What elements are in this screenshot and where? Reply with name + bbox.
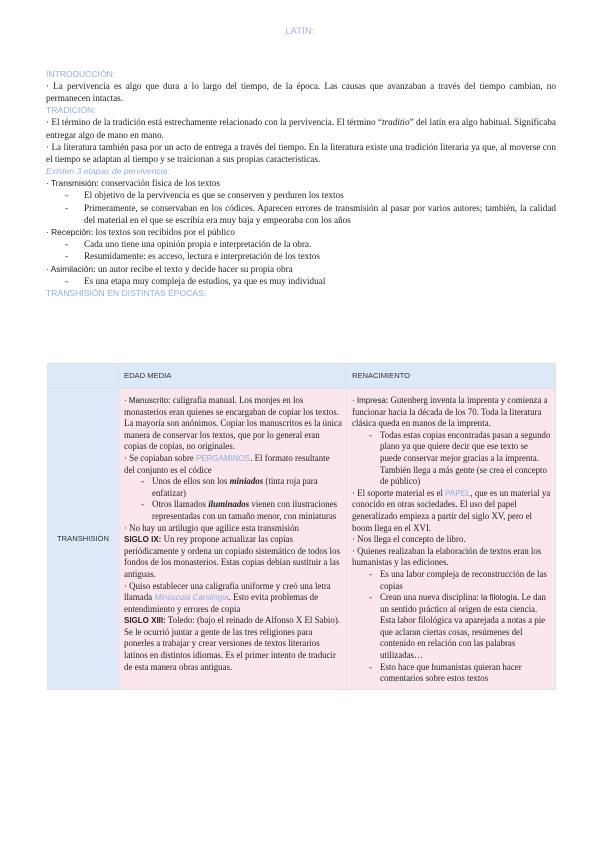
tradicion-p1-b: ” del latín era algo habitual. Significaba entregar algo de mano en mano. bbox=[46, 117, 556, 140]
siglo-xiii-label: SIGLO XIII: bbox=[124, 616, 166, 626]
list-item bbox=[46, 238, 556, 250]
impresa-body: : Gutenberg inventa la imprenta y comienza a funcionar hacia la década de los 70. Toda la literatura clásica queda en manos de la imprenta. bbox=[352, 395, 548, 429]
impresa-text bbox=[352, 395, 551, 430]
edad-media-cell bbox=[119, 389, 347, 690]
list-item-text: Es una etapa muy compleja de estudios, ya que es muy individual bbox=[84, 275, 326, 286]
item1-b: (tinta roja para enfatizar) bbox=[152, 476, 318, 498]
list-item-text bbox=[380, 592, 551, 662]
asimilacion-line bbox=[46, 263, 556, 275]
list-item bbox=[124, 476, 342, 499]
renacimiento-cell bbox=[347, 389, 556, 690]
recepcion-label: · Recepción bbox=[46, 227, 91, 238]
papel-a: · El soporte material es el bbox=[352, 487, 446, 498]
list-item-text: El objetivo de la pervivencia es que se conserven y perduren los textos bbox=[84, 190, 344, 201]
manuscrito-label: · Manuscrito bbox=[124, 396, 169, 405]
transmision-label: · Transmisión bbox=[46, 178, 97, 189]
document-body bbox=[46, 68, 556, 299]
asimilacion-text: : un autor recibe el texto y decide hacer su propia obra bbox=[93, 263, 293, 274]
pergaminos-b: . El formato resultante del conjunto es el códice bbox=[124, 452, 330, 475]
siglo-ix-text bbox=[124, 534, 342, 580]
dash-bullet: - bbox=[141, 476, 144, 487]
list-item-text bbox=[152, 476, 342, 499]
recepcion-text: : los textos son recibidos por el público bbox=[90, 227, 235, 238]
impresa-label: · Impresa bbox=[352, 396, 386, 405]
siglo-ix-label: SIGLO IX: bbox=[124, 535, 162, 545]
list-item bbox=[46, 250, 556, 262]
list-item bbox=[352, 569, 551, 592]
list-item bbox=[46, 189, 556, 201]
dash-bullet: - bbox=[64, 190, 68, 201]
pergaminos-text bbox=[124, 453, 342, 476]
dash-bullet: - bbox=[64, 251, 68, 262]
table-header-row bbox=[48, 364, 556, 389]
dash-bullet: - bbox=[369, 661, 372, 672]
row-label: TRANSHISIÓN bbox=[48, 389, 119, 690]
artilugio-text: · No hay un artilugio que agilice esta transmisión bbox=[124, 522, 299, 533]
transmision-line bbox=[46, 177, 556, 189]
papel-b: , que es un material ya conocido en otras sociedades. El uso del papel generalizado empieza a partir del siglo XV, pero el boom llega en el XVI. bbox=[352, 487, 551, 533]
list-item-text: Cada uno tiene una opinión propia e interpretación de la obra. bbox=[84, 239, 312, 250]
dash-bullet: - bbox=[369, 568, 372, 579]
list-item-text: Es una labor compleja de reconstrucción de las copias bbox=[380, 568, 547, 591]
papel-word: PAPEL bbox=[445, 488, 471, 498]
list-item bbox=[46, 275, 556, 287]
libro-text: · Nos llega el concepto de libro. bbox=[352, 534, 466, 545]
tradicion-paragraph-1 bbox=[46, 116, 556, 140]
dash-bullet: - bbox=[369, 592, 372, 603]
list-item bbox=[46, 202, 556, 226]
papel-text bbox=[352, 488, 551, 534]
tradicion-p1-a: · El término de la tradición está estrechamente relacionado con la pervivencia. El término “ bbox=[46, 117, 382, 128]
dash-bullet: - bbox=[369, 429, 372, 440]
table-row bbox=[48, 389, 556, 690]
transmision-text: : conservación física de los textos bbox=[96, 178, 221, 189]
list-item bbox=[352, 662, 551, 685]
list-item-text: Resumidamente: es acceso, lectura e interpretación de los textos bbox=[84, 251, 320, 262]
miniados-term: miniados bbox=[229, 476, 264, 487]
empty-header-cell bbox=[48, 364, 119, 389]
dash-bullet: - bbox=[64, 239, 68, 250]
filologia-term: la filología bbox=[481, 593, 518, 603]
pergaminos-word: PERGAMINOS bbox=[195, 453, 251, 463]
page-title: LATÍN: bbox=[285, 26, 315, 36]
recepcion-line bbox=[46, 226, 556, 238]
dash-bullet: - bbox=[64, 202, 68, 213]
column-header-renacimiento: RENACIMIENTO bbox=[347, 364, 556, 389]
transmision-table bbox=[47, 363, 556, 690]
iluminados-term: iluminados bbox=[208, 499, 250, 510]
tradicion-paragraph-2: · La literatura también pasa por un acto de entrega a través del tiempo. En la literatura existe una tradición literaria ya que, al moverse con el tiempo se adaptan al tiempo y se traicionan a sus propias características. bbox=[46, 141, 556, 165]
item1-a: Unos de ellos son los bbox=[152, 476, 230, 487]
caligrafia-text bbox=[124, 581, 342, 616]
intro-heading: INTRODUCCIÓN: bbox=[46, 69, 116, 79]
asimilacion-label: · Asimilación bbox=[46, 263, 94, 274]
dash-bullet: - bbox=[64, 275, 68, 286]
manuscrito-body: : caligrafía manual. Los monjes en los monasterios eran quienes se encargaban de copiar los textos. La mayoría son anónimos. Copiar los manuscritos es la única manera de conservar los textos, que por lo general eran copias de copias, no originales. bbox=[124, 395, 342, 452]
quienes-text: · Quienes realizaban la elaboración de textos eran los humanistas y las ediciones. bbox=[352, 545, 542, 568]
carolingia-term: Minúscula Carolingia bbox=[154, 593, 229, 603]
siglo-ix-body: Un rey propone actualizar las copias periódicamente y ordena un copiado sistemático de todos los fondos de los monasterios. Estas copias debían sustituir a las antiguas. bbox=[124, 534, 340, 579]
list-item bbox=[352, 592, 551, 662]
column-header-edad-media: EDAD MEDIA bbox=[119, 364, 347, 389]
list-item-text bbox=[152, 499, 342, 522]
list-item-text: Primeramente, se conservaban en los códices. Aparecen errores de transmisión al pasar por varios autores; también, la calidad del material en el que se escribía era muy baja y empeoraba con los años bbox=[84, 202, 556, 225]
traditio-term: traditio bbox=[382, 117, 410, 128]
pergaminos-a: · Se copiaban sobre bbox=[124, 452, 196, 463]
item3-b: . Le dan un sentido práctico al origen de esta ciencia. Esta labor filológica va aparejada a notas a pie que aclaran ciertas cosas, resúmenes del contenido en relación con las palabras utilizadas… bbox=[380, 592, 546, 661]
tradicion-heading: TRADICIÓN: bbox=[46, 105, 96, 116]
list-item-text: Esto hace que humanistas quieran hacer comentarios sobre estos textos bbox=[380, 661, 522, 684]
siglo-xiii-text bbox=[124, 615, 342, 673]
manuscrito-text bbox=[124, 395, 342, 453]
caligrafia-b: . Esto evita problemas de entendimiento y errores de copia bbox=[124, 592, 319, 614]
etapas-heading: Existen 3 etapas de pervivencia: bbox=[46, 166, 170, 177]
siglo-xiii-body: Toledo: (bajo el reinado de Alfonso X El Sabio). Se le ocurrió juntar a gente de las tres religiones para ponerles a trabajar y crear versiones de textos literarios latinos en distintos idiomas. Es el primer intento de traducir de esta manera obras antiguas. bbox=[124, 615, 340, 672]
item2-b: vienen con ilustraciones representadas con un tamaño menor, con miniaturas bbox=[152, 499, 338, 521]
caligrafia-a: · Quiso establecer una caligrafía uniforme y creó una letra llamada bbox=[124, 580, 331, 603]
list-item-text: Todas estas copias encontradas pasan a segundo plano ya que quiere decir que ese texto se puede conservar mejor gracias a la imprenta. También llega a más gente (se crea el concepto de público) bbox=[380, 429, 551, 487]
intro-paragraph: · La pervivencia es algo que dura a lo largo del tiempo, de la época. Las causas que avanzaban a través del tiempo cambian, no permanecen intactas. bbox=[46, 81, 556, 104]
epocas-heading: TRANSHISIÓN EN DISTINTAS ÉPOCAS: bbox=[46, 288, 207, 299]
item2-a: Otros llamados bbox=[152, 499, 209, 510]
list-item bbox=[124, 499, 342, 522]
dash-bullet: - bbox=[141, 499, 144, 510]
item3-a: Crean una nueva disciplina: bbox=[380, 592, 482, 603]
list-item bbox=[352, 430, 551, 488]
